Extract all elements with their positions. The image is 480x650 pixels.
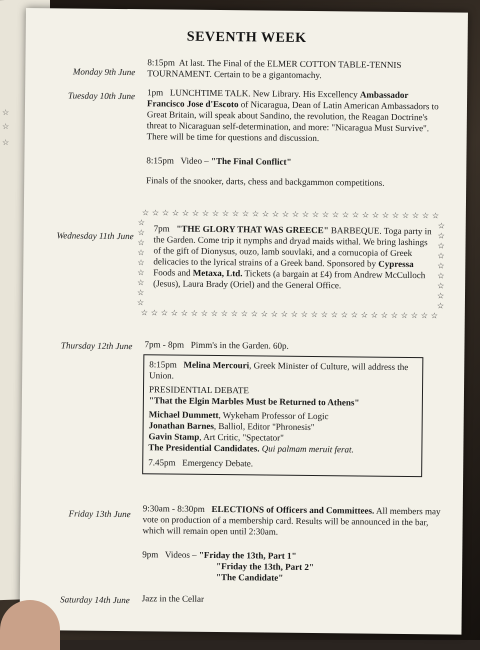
event-thursday-pimms — [144, 339, 444, 353]
video-title: "The Final Conflict" — [210, 155, 292, 167]
star-icon: ☆ — [436, 301, 445, 311]
day-thursday: Thursday 12th June — [60, 340, 133, 352]
star-icon: ☆ — [171, 208, 180, 218]
star-icon: ☆ — [136, 288, 145, 298]
star-icon: ☆ — [291, 209, 300, 219]
star-icon: ☆ — [321, 210, 330, 220]
event-saturday: Jazz in the Cellar — [141, 593, 205, 604]
event-text: At last. The Final of the ELMER COTTON TABLE-TENNIS TOURNAMENT. Certain to be a gigantomachy. — [147, 57, 402, 81]
video-title: "Friday the 13th, Part 2" — [216, 561, 314, 573]
event-time: 8:15pm — [146, 155, 174, 166]
star-icon: ☆ — [380, 310, 389, 320]
event-time: 7.45pm — [148, 457, 176, 468]
star-icon: ☆ — [250, 309, 259, 319]
star-icon: ☆ — [271, 209, 280, 219]
video-title: "Friday the 13th, Part 1" — [198, 549, 297, 561]
star-icon: ☆ — [170, 308, 179, 318]
star-icon: ☆ — [137, 278, 145, 288]
event-tuesday-talk — [147, 87, 448, 145]
page-title: SEVENTH WEEK — [186, 29, 307, 46]
day-monday: Monday 9th June — [72, 66, 136, 78]
star-icon: ☆ — [360, 310, 369, 320]
event-friday-elections — [142, 503, 444, 539]
star-icon: ☆ — [260, 309, 269, 319]
event-time: 8:15pm — [147, 57, 176, 68]
event-text: Emergency Debate. — [182, 457, 254, 469]
event-wednesday — [153, 223, 432, 292]
star-icon: ☆ — [137, 228, 145, 238]
star-icon: ☆ — [350, 310, 359, 320]
day-tuesday: Tuesday 10th June — [68, 90, 136, 102]
event-title: ELECTIONS of Officers and Committees. — [211, 503, 375, 516]
star-icon: ☆ — [340, 310, 349, 320]
star-icon: ☆ — [191, 208, 200, 218]
star-icon: ☆ — [290, 309, 299, 319]
speaker-role: , Wykeham Professor of Logic — [218, 410, 329, 422]
debate-motion: "That the Elgin Marbles Must be Returned to Athens" — [148, 395, 360, 408]
star-icon: ☆ — [211, 208, 220, 219]
star-icon: ☆ — [390, 310, 399, 320]
star-icon: ☆ — [270, 309, 279, 319]
event-tuesday-finals: Finals of the snooker, darts, chess and backgammon competitions. — [146, 175, 385, 188]
speaker-name: Melina Mercouri — [183, 359, 250, 371]
star-icon: ☆ — [280, 309, 289, 319]
star-icon: ☆ — [437, 241, 445, 251]
star-icon: ☆ — [151, 208, 160, 218]
star-icon: ☆ — [181, 208, 190, 218]
star-icon: ☆ — [137, 268, 145, 278]
speaker-name: Michael Dummett — [148, 409, 219, 421]
star-icon: ☆ — [281, 209, 290, 219]
star-icon: ☆ — [410, 311, 419, 321]
event-text: Foods and — [153, 267, 191, 278]
event-title-rest: BARBEQUE. — [330, 225, 382, 236]
star-icon: ☆ — [137, 218, 145, 228]
speaker-name: The Presidential Candidates. — [148, 442, 260, 454]
event-text: , Greek Minister of Culture, will address the Union. — [149, 360, 409, 381]
star-icon: ☆ — [161, 208, 170, 218]
star-icon: ☆ — [310, 309, 319, 320]
day-saturday: Saturday 14th June — [60, 594, 130, 606]
speaker-name: Ambassador Francisco Jose d'Escoto — [146, 89, 409, 110]
star-icon: ☆ — [361, 210, 370, 220]
star-icon: ☆ — [150, 308, 159, 318]
star-icon: ☆ — [331, 210, 340, 220]
video-title: "The Candidate" — [215, 572, 284, 583]
star-icon: ☆ — [140, 308, 149, 318]
star-icon: ☆ — [136, 298, 145, 308]
star-icon: ☆ — [437, 221, 445, 231]
star-icon: ☆ — [370, 310, 379, 320]
star-icon: ☆ — [371, 210, 380, 220]
event-title: "THE GLORY THAT WAS GREECE" — [176, 223, 329, 236]
star-icon: ☆ — [261, 209, 270, 219]
event-text: Tickets (a bargain at £4) from Andrew McCulloch (Jesus), Laura Brady (Oriel) and the General Office. — [153, 268, 426, 291]
star-icon: ☆ — [330, 310, 339, 320]
star-icon: ☆ — [341, 210, 350, 220]
star-icon: ☆ — [437, 251, 445, 261]
star-icon: ☆ — [230, 309, 239, 319]
star-icon: ☆ — [401, 210, 410, 221]
star-icon: ☆ — [437, 271, 445, 281]
star-icon: ☆ — [137, 248, 145, 258]
star-icon: ☆ — [231, 209, 240, 219]
event-thursday-mercouri — [149, 359, 417, 384]
star-icon: ☆ — [411, 211, 420, 221]
star-icon: ☆ — [201, 208, 210, 218]
star-icon: ☆ — [436, 291, 445, 301]
star-icon: ☆ — [400, 310, 409, 321]
star-icon: ☆ — [210, 308, 219, 319]
event-time: 9pm — [142, 549, 159, 560]
star-icon: ☆ — [137, 258, 145, 268]
speaker-name: Jonathan Barnes — [148, 420, 214, 431]
event-time: 9:30am - 8:30pm — [142, 503, 205, 514]
event-label: Videos – — [164, 549, 197, 560]
star-icon: ☆ — [190, 308, 199, 318]
sponsor-name: Cypressa — [378, 258, 414, 270]
sponsor-name: Metaxa, Ltd. — [192, 267, 243, 279]
event-text: All members may vote on production of a membership card. Results will be announced in the bar, which will remain open until 2:30am. — [142, 505, 441, 537]
star-icon: ☆ — [220, 309, 229, 319]
star-icon: ☆ — [240, 309, 249, 319]
star-icon: ☆ — [421, 211, 430, 221]
event-time: 7pm - 8pm — [144, 339, 185, 350]
star-icon: ☆ — [2, 108, 10, 117]
debate-heading: PRESIDENTIAL DEBATE — [148, 384, 249, 396]
star-icon: ☆ — [221, 209, 230, 219]
event-text: Pimm's in the Garden. 60p. — [190, 339, 289, 351]
star-icon: ☆ — [391, 210, 400, 220]
star-icon: ☆ — [300, 309, 309, 319]
event-monday — [147, 57, 447, 82]
star-icon: ☆ — [381, 210, 390, 220]
speaker-name: Gavin Stamp — [148, 431, 200, 442]
day-wednesday: Wednesday 11th June — [56, 230, 134, 242]
star-icon: ☆ — [160, 308, 169, 318]
star-icon: ☆ — [241, 209, 250, 219]
program-page — [19, 8, 467, 635]
star-icon: ☆ — [301, 209, 310, 219]
star-icon: ☆ — [431, 211, 440, 221]
event-time: 8:15pm — [149, 359, 177, 370]
star-icon: ☆ — [437, 231, 445, 241]
star-icon: ☆ — [351, 210, 360, 220]
star-icon: ☆ — [141, 208, 150, 218]
star-icon: ☆ — [311, 210, 320, 220]
speaker-role: Qui palmam meruit ferat. — [261, 443, 354, 455]
star-icon: ☆ — [420, 311, 429, 321]
star-icon: ☆ — [430, 311, 439, 321]
day-friday: Friday 13th June — [68, 508, 131, 520]
star-icon: ☆ — [320, 310, 329, 320]
star-icon: ☆ — [180, 308, 189, 318]
star-icon: ☆ — [200, 308, 209, 318]
star-icon: ☆ — [137, 238, 145, 248]
star-icon: ☆ — [437, 261, 445, 271]
star-icon: ☆ — [2, 138, 10, 147]
event-tuesday-video — [146, 155, 446, 169]
speaker-role: , Art Critic, "Spectator" — [199, 431, 284, 443]
event-time: 7pm — [153, 223, 170, 234]
event-intro: LUNCHTIME TALK. New Library. His Excellency — [169, 87, 358, 100]
speaker-role: , Balliol, Editor "Phronesis" — [213, 420, 315, 433]
event-text: Toga party in the Garden. Come trip it nymphs and dryad maids withal. We bring lashings of the gift of Dionysus, ouzo, lamb souvlaki, and a cornucopia of Greek delicacies to the lyrical strains of a Greek band. Sponsored by — [153, 225, 432, 269]
event-label: Video – — [180, 155, 209, 166]
event-time: 1pm — [147, 87, 164, 98]
star-icon: ☆ — [251, 209, 260, 219]
star-icon: ☆ — [437, 281, 445, 291]
event-text: of Nicaragua, Dean of Latin American Ambassadors to Great Britain, will speak about Sandino, the revolution, the Reagan Doctrine's threat to Nicaraguan self-determination, and more: "Nicaragua Must Survive". There will be time for questions and discussion. — [146, 99, 439, 144]
star-icon: ☆ — [2, 122, 10, 131]
